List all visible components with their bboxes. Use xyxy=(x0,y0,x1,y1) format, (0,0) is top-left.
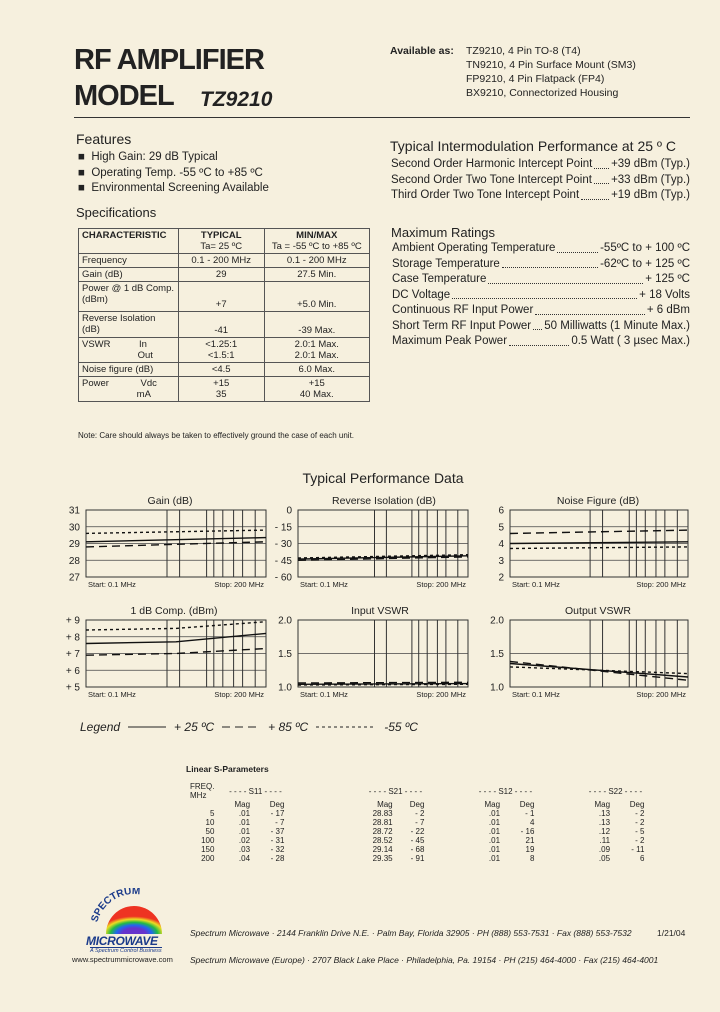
feature-item: ■ High Gain: 29 dB Typical xyxy=(78,151,218,163)
sparams-group: - - - - S22 - - - - xyxy=(588,786,643,796)
series-line-3 xyxy=(510,547,688,549)
y-tick-label: + 6 xyxy=(65,665,80,677)
page-title-line1: RF AMPLIFIER xyxy=(74,44,264,76)
legend-dashed-line-icon xyxy=(220,724,262,730)
table-row: 5 .01 - 17 28.83 - 2 .01 - 1 .13 - 2 xyxy=(210,809,645,818)
feature-item: ■ Operating Temp. -55 ºC to +85 ºC xyxy=(78,166,263,179)
features-title: Features xyxy=(76,131,132,147)
chart-start-label: Start: 0.1 MHz xyxy=(88,690,136,699)
logo-sub-text: A Spectrum Control Business xyxy=(90,948,162,954)
availability-item: TZ9210, 4 Pin TO-8 (T4) xyxy=(466,45,581,57)
table-row: 200 .04 - 28 29.35 - 91 .01 8 .05 6 xyxy=(201,854,645,863)
availability-item: BX9210, Connectorized Housing xyxy=(466,87,619,99)
table-row: Gain (dB) 29 27.5 Min. xyxy=(79,268,370,282)
intermod-row: Second Order Harmonic Intercept Point +39 dBm (Typ.) xyxy=(391,158,690,170)
rating-row: Maximum Peak Power 0.5 Watt ( 3 µsec Max.) xyxy=(392,335,690,347)
website-link[interactable]: www.spectrummicrowave.com xyxy=(72,955,173,964)
table-row: 150 .03 - 32 29.14 - 68 .01 19 .09 - 11 xyxy=(201,845,645,854)
table-row: VSWR In Out <1.25:1 <1.5:1 2.0:1 Max. 2.0:1 Max. xyxy=(79,338,370,363)
rating-row: DC Voltage + 18 Volts xyxy=(392,288,690,301)
availability-item: TN9210, 4 Pin Surface Mount (SM3) xyxy=(466,59,636,71)
chart-stop-label: Stop: 200 MHz xyxy=(416,580,466,589)
chart-stop-label: Stop: 200 MHz xyxy=(416,690,466,699)
y-tick-label: 30 xyxy=(68,522,80,534)
chart-start-label: Start: 0.1 MHz xyxy=(300,580,348,589)
legend-dotted-line-icon xyxy=(314,724,378,730)
y-tick-label: 1.5 xyxy=(490,649,504,660)
table-row: Power @ 1 dB Comp. (dBm) +7 +5.0 Min. xyxy=(79,282,370,312)
table-row: Noise figure (dB) <4.5 6.0 Max. xyxy=(79,363,370,377)
y-tick-label: 4 xyxy=(498,539,504,550)
series-line-2 xyxy=(298,682,468,683)
model-number: TZ9210 xyxy=(200,88,273,111)
y-tick-label: 2.0 xyxy=(490,615,504,627)
series-line-3 xyxy=(86,530,266,533)
sparams-title: Linear S-Parameters xyxy=(186,764,269,774)
chart-start-label: Start: 0.1 MHz xyxy=(300,690,348,699)
legend-solid-line-icon xyxy=(126,724,168,730)
bullet-icon: ■ xyxy=(78,151,85,163)
y-tick-label: 28 xyxy=(68,555,80,567)
sparams-freq-label: FREQ. MHz xyxy=(190,782,215,800)
table-row: Power Vdc mA +15 35 +15 40 Max. xyxy=(79,377,370,402)
logo-top-text: SPECTRUM xyxy=(89,888,141,924)
spec-header: CHARACTERISTIC xyxy=(79,229,179,254)
y-tick-label: + 8 xyxy=(65,632,80,644)
y-tick-label: 2.0 xyxy=(278,615,292,627)
sparams-group: - - - - S11 - - - - xyxy=(229,786,282,796)
legend-label: Legend xyxy=(80,720,121,734)
y-tick-label: 1.0 xyxy=(490,682,504,694)
y-tick-label: 5 xyxy=(498,522,504,534)
chart-stop-label: Stop: 200 MHz xyxy=(636,690,686,699)
rating-row: Case Temperature + 125 ºC xyxy=(392,273,690,285)
legend-item: + 25 ºC xyxy=(174,720,215,734)
performance-title: Typical Performance Data xyxy=(302,470,464,486)
document-date: 1/21/04 xyxy=(657,928,686,938)
availability-label: Available as: xyxy=(390,45,454,57)
y-tick-label: + 9 xyxy=(65,615,80,627)
spec-note: Note: Care should always be taken to effectively ground the case of each unit. xyxy=(78,431,355,440)
chart-title: Gain (dB) xyxy=(147,495,193,507)
series-line-2 xyxy=(86,542,266,547)
chart-title: 1 dB Comp. (dBm) xyxy=(130,605,218,617)
sparams-table xyxy=(184,782,650,863)
specifications-title: Specifications xyxy=(76,205,157,220)
intermod-title: Typical Intermodulation Performance at 25 º C xyxy=(390,138,677,154)
series-line-1 xyxy=(86,538,266,542)
chart-title: Input VSWR xyxy=(351,605,409,617)
address-us: Spectrum Microwave · 2144 Franklin Drive N.E. · Palm Bay, Florida 32905 · PH (888) 553-7531 · Fax (888) 553-7532 xyxy=(190,928,632,938)
intermod-row: Third Order Two Tone Intercept Point +19 dBm (Typ.) xyxy=(391,189,690,201)
sparams-subheader: Mag Deg Mag Deg Mag Deg Mag Deg xyxy=(234,800,645,809)
y-tick-label: 29 xyxy=(68,539,80,550)
rating-row: Continuous RF Input Power + 6 dBm xyxy=(392,304,690,316)
chart-stop-label: Stop: 200 MHz xyxy=(214,580,264,589)
spec-header: Ta = -55 ºC to +85 ºC xyxy=(271,241,362,252)
availability-item: FP9210, 4 Pin Flatpack (FP4) xyxy=(466,73,605,85)
spec-header: Ta= 25 ºC xyxy=(200,241,243,252)
rating-row: Ambient Operating Temperature -55ºC to + 100 ºC xyxy=(392,242,690,254)
page-title-line2: MODEL xyxy=(74,80,174,112)
series-line-1 xyxy=(86,633,266,643)
chart-legend xyxy=(80,720,418,734)
table-row: Reverse Isolation (dB) -41 -39 Max. xyxy=(79,312,370,338)
table-row: Frequency 0.1 - 200 MHz 0.1 - 200 MHz xyxy=(79,254,370,268)
y-tick-label: + 7 xyxy=(65,649,80,660)
series-line-3 xyxy=(298,684,468,685)
y-tick-label: 2 xyxy=(498,572,504,584)
y-tick-label: - 60 xyxy=(274,572,292,584)
sparams-group: - - - - S21 - - - - xyxy=(368,786,423,796)
chart-stop-label: Stop: 200 MHz xyxy=(214,690,264,699)
chart-title: Reverse Isolation (dB) xyxy=(332,495,436,507)
table-row: 10 .01 - 7 28.81 - 7 .01 4 .13 - 2 xyxy=(205,818,645,827)
legend-item: + 85 ºC xyxy=(268,720,309,734)
table-row: 100 .02 - 31 28.52 - 45 .01 21 .11 - 2 xyxy=(201,836,645,845)
y-tick-label: - 15 xyxy=(274,522,292,534)
intermod-row: Second Order Two Tone Intercept Point +33 dBm (Typ.) xyxy=(391,173,690,186)
chart-start-label: Start: 0.1 MHz xyxy=(512,690,560,699)
y-tick-label: 31 xyxy=(68,505,80,517)
logo-main-text: MICROWAVE xyxy=(86,934,158,948)
y-tick-label: 27 xyxy=(68,572,80,584)
bullet-icon: ■ xyxy=(78,166,85,179)
bullet-icon: ■ xyxy=(78,182,85,194)
feature-item: ■ Environmental Screening Available xyxy=(78,182,269,194)
rating-row: Storage Temperature -62ºC to + 125 ºC xyxy=(392,257,690,270)
chart-title: Noise Figure (dB) xyxy=(556,495,640,507)
table-row: 50 .01 - 37 28.72 - 22 .01 - 16 .12 - 5 xyxy=(205,827,645,836)
address-europe: Spectrum Microwave (Europe) · 2707 Black Lake Place · Philadelphia, Pa. 19154 · PH (215) 464-4000 · Fax (215) 464-4001 xyxy=(190,955,659,965)
spec-header: MIN/MAX xyxy=(296,230,338,241)
max-ratings-title: Maximum Ratings xyxy=(391,225,496,240)
y-tick-label: - 45 xyxy=(274,555,292,567)
chart-stop-label: Stop: 200 MHz xyxy=(636,580,686,589)
y-tick-label: 1.0 xyxy=(278,682,292,694)
spec-header: TYPICAL xyxy=(200,230,242,241)
y-tick-label: 6 xyxy=(498,505,504,517)
legend-item: -55 ºC xyxy=(384,720,418,734)
series-line-2 xyxy=(86,649,266,656)
chart-start-label: Start: 0.1 MHz xyxy=(512,580,560,589)
series-line-1 xyxy=(510,664,688,678)
y-tick-label: - 30 xyxy=(274,539,292,550)
series-line-3 xyxy=(86,622,266,630)
rating-row: Short Term RF Input Power 50 Milliwatts (1 Minute Max.) xyxy=(392,319,690,332)
chart-start-label: Start: 0.1 MHz xyxy=(88,580,136,589)
sparams-group: - - - - S12 - - - - xyxy=(478,786,533,796)
y-tick-label: + 5 xyxy=(65,682,80,694)
series-line-2 xyxy=(510,530,688,533)
y-tick-label: 0 xyxy=(286,505,292,517)
chart-title: Output VSWR xyxy=(565,605,631,617)
y-tick-label: 3 xyxy=(498,555,504,567)
y-tick-label: 1.5 xyxy=(278,649,292,660)
